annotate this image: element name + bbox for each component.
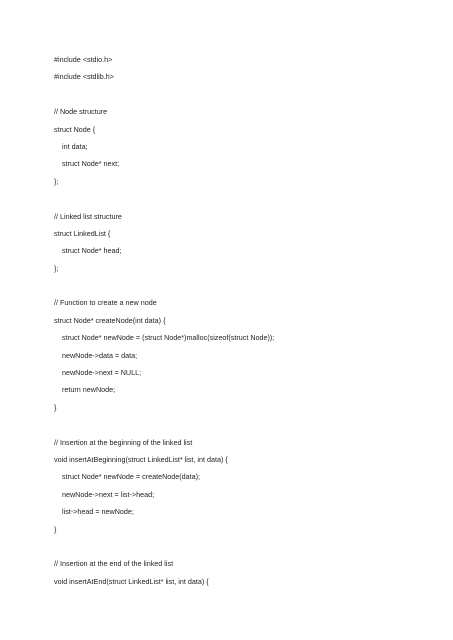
- code-line: newNode->data = data;: [62, 350, 138, 360]
- code-line: newNode->next = list->head;: [62, 489, 155, 499]
- blank-line: [54, 190, 444, 207]
- code-line: // Linked list structure: [54, 211, 122, 221]
- blank-line: [54, 416, 444, 433]
- code-line: }: [54, 402, 57, 412]
- code-line: struct Node* newNode = (struct Node*)malloc(sizeof(struct Node));: [62, 333, 275, 343]
- code-line: struct LinkedList {: [54, 228, 111, 238]
- code-line: #include <stdlib.h>: [54, 72, 114, 82]
- code-line: struct Node* createNode(int data) {: [54, 315, 166, 325]
- blank-line: [54, 538, 444, 555]
- code-line: };: [54, 263, 59, 273]
- code-line: }: [54, 524, 57, 534]
- code-line: struct Node* head;: [62, 246, 122, 256]
- code-line: struct Node* next;: [62, 159, 120, 169]
- code-line: int data;: [62, 141, 88, 151]
- code-line: // Insertion at the end of the linked list: [54, 559, 174, 569]
- code-line: // Function to create a new node: [54, 298, 157, 308]
- code-line: return newNode;: [62, 385, 116, 395]
- blank-line: [54, 277, 444, 294]
- blank-line: [54, 86, 444, 103]
- code-line: struct Node* newNode = createNode(data);: [62, 472, 201, 482]
- code-line: struct Node {: [54, 124, 96, 134]
- code-line: void insertAtBeginning(struct LinkedList* list, int data) {: [54, 454, 228, 464]
- code-line: };: [54, 176, 59, 186]
- code-line: list->head = newNode;: [62, 507, 134, 517]
- code-line: // Node structure: [54, 107, 108, 117]
- code-line: newNode->next = NULL;: [62, 368, 142, 378]
- code-line: #include <stdio.h>: [54, 55, 113, 64]
- code-listing: [54, 51, 444, 590]
- code-line: // Insertion at the beginning of the linked list: [54, 437, 193, 447]
- code-line: void insertAtEnd(struct LinkedList* list, int data) {: [54, 576, 209, 586]
